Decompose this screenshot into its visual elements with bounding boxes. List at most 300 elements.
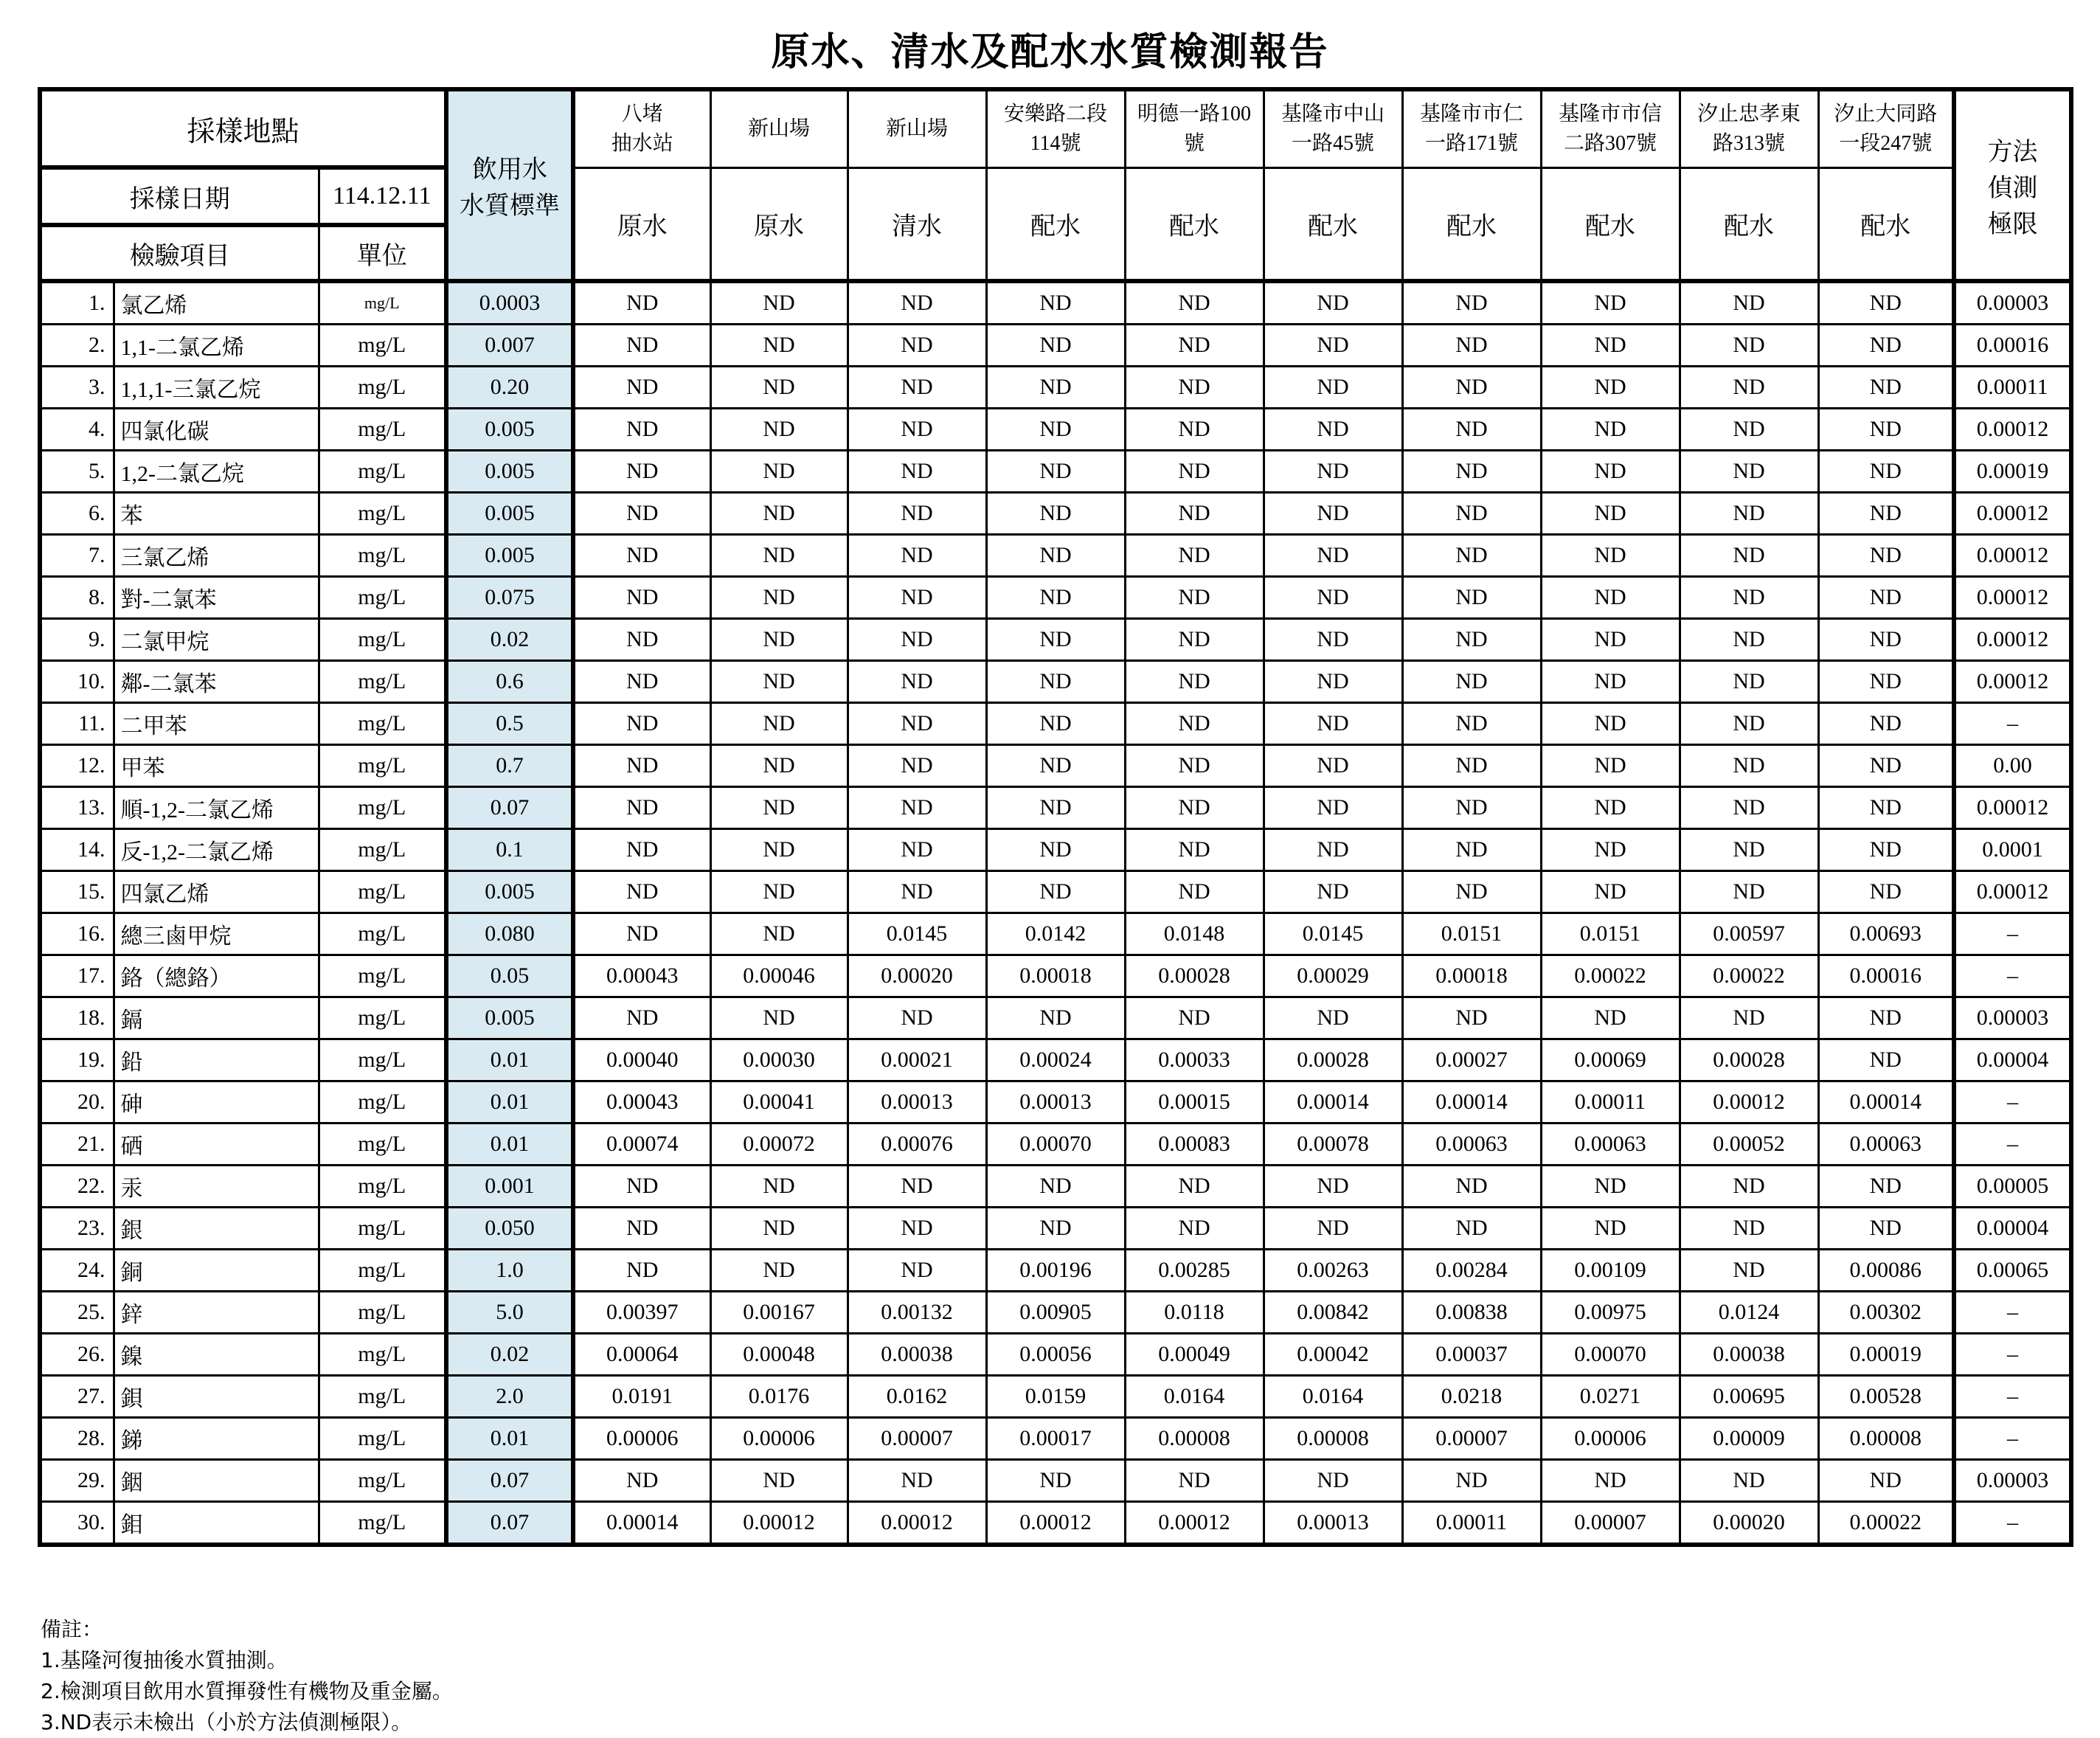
measured-value: 0.00013: [1264, 1502, 1402, 1545]
measured-value: ND: [986, 661, 1125, 703]
measured-value: 0.00009: [1680, 1418, 1818, 1460]
unit: mg/L: [319, 1250, 446, 1292]
row-number: 25.: [40, 1292, 114, 1334]
limit-label-line: 方法: [1987, 138, 2038, 166]
water-type: 配水: [1541, 167, 1680, 281]
unit: mg/L: [319, 409, 446, 451]
unit: mg/L: [319, 955, 446, 997]
measured-value: 0.00063: [1541, 1124, 1680, 1166]
standard-value: 0.005: [446, 409, 573, 451]
measured-value: ND: [1125, 367, 1264, 409]
table-row: [40, 1376, 2071, 1418]
test-item: 鉛: [114, 1039, 319, 1081]
detection-limit: 0.00012: [1954, 535, 2071, 577]
measured-value: ND: [1541, 997, 1680, 1039]
measured-value: ND: [848, 1460, 986, 1502]
measured-value: 0.00020: [1680, 1502, 1818, 1545]
standard-label-line2: 水質標準: [460, 193, 560, 220]
measured-value: ND: [1818, 281, 1954, 325]
measured-value: 0.0145: [1264, 913, 1402, 955]
measured-value: ND: [1680, 451, 1818, 493]
measured-value: ND: [848, 1166, 986, 1208]
measured-value: 0.0164: [1125, 1376, 1264, 1418]
detection-limit: 0.00011: [1954, 367, 2071, 409]
measured-value: ND: [710, 535, 848, 577]
measured-value: 0.00011: [1402, 1502, 1541, 1545]
table-row: [40, 493, 2071, 535]
measured-value: 0.00028: [1125, 955, 1264, 997]
location-name-line1: 八堵: [621, 102, 663, 125]
measured-value: ND: [986, 787, 1125, 829]
row-number: 14.: [40, 829, 114, 871]
unit: mg/L: [319, 871, 446, 913]
measured-value: ND: [848, 325, 986, 367]
measured-value: 0.00012: [1125, 1502, 1264, 1545]
measured-value: ND: [848, 281, 986, 325]
measured-value: ND: [573, 451, 710, 493]
row-number: 8.: [40, 577, 114, 619]
table-row: [40, 577, 2071, 619]
test-item: 苯: [114, 493, 319, 535]
unit: mg/L: [319, 1081, 446, 1124]
table-row: [40, 871, 2071, 913]
measured-value: ND: [1264, 409, 1402, 451]
measured-value: ND: [986, 997, 1125, 1039]
standard-value: 0.005: [446, 535, 573, 577]
test-item: 砷: [114, 1081, 319, 1124]
unit: mg/L: [319, 745, 446, 787]
row-number: 1.: [40, 281, 114, 325]
measured-value: 0.0118: [1125, 1292, 1264, 1334]
measured-value: ND: [986, 1166, 1125, 1208]
row-number: 29.: [40, 1460, 114, 1502]
table-row: [40, 535, 2071, 577]
measured-value: 0.00046: [710, 955, 848, 997]
detection-limit: 0.00004: [1954, 1039, 2071, 1081]
measured-value: ND: [1818, 535, 1954, 577]
measured-value: ND: [1402, 535, 1541, 577]
measured-value: ND: [1402, 619, 1541, 661]
measured-value: ND: [573, 1460, 710, 1502]
measured-value: 0.00016: [1818, 955, 1954, 997]
standard-value: 0.01: [446, 1039, 573, 1081]
measured-value: ND: [710, 1166, 848, 1208]
measured-value: ND: [1402, 325, 1541, 367]
detection-limit: 0.00012: [1954, 409, 2071, 451]
measured-value: ND: [573, 325, 710, 367]
note-item: 2.檢測項目飲用水質揮發性有機物及重金屬。: [41, 1679, 453, 1703]
measured-value: 0.00285: [1125, 1250, 1264, 1292]
standard-value: 0.02: [446, 619, 573, 661]
row-number: 30.: [40, 1502, 114, 1545]
measured-value: ND: [1541, 829, 1680, 871]
measured-value: ND: [1680, 745, 1818, 787]
location-name-line1: 明德一路100: [1137, 102, 1251, 125]
measured-value: 0.00838: [1402, 1292, 1541, 1334]
measured-value: ND: [573, 997, 710, 1039]
measured-value: ND: [1264, 325, 1402, 367]
measured-value: ND: [986, 493, 1125, 535]
measured-value: 0.0176: [710, 1376, 848, 1418]
detection-limit: –: [1954, 1334, 2071, 1376]
measured-value: 0.0151: [1541, 913, 1680, 955]
measured-value: 0.00397: [573, 1292, 710, 1334]
measured-value: ND: [1264, 745, 1402, 787]
measured-value: ND: [1818, 367, 1954, 409]
measured-value: 0.00006: [1541, 1418, 1680, 1460]
measured-value: ND: [710, 451, 848, 493]
water-type: 配水: [1264, 167, 1402, 281]
standard-value: 0.050: [446, 1208, 573, 1250]
measured-value: ND: [1680, 1250, 1818, 1292]
unit-label: 單位: [319, 225, 446, 281]
measured-value: 0.00076: [848, 1124, 986, 1166]
measured-value: ND: [1680, 367, 1818, 409]
standard-value: 0.01: [446, 1418, 573, 1460]
test-item: 硒: [114, 1124, 319, 1166]
location-name-line1: 基隆市市仁: [1419, 102, 1523, 125]
measured-value: ND: [1125, 787, 1264, 829]
measured-value: ND: [1402, 787, 1541, 829]
measured-value: 0.00007: [1402, 1418, 1541, 1460]
table-row: [40, 745, 2071, 787]
measured-value: 0.00063: [1818, 1124, 1954, 1166]
detection-limit: 0.00012: [1954, 493, 2071, 535]
measured-value: 0.0164: [1264, 1376, 1402, 1418]
location-name-line1: 汐止忠孝東: [1697, 102, 1801, 125]
note-item: 1.基隆河復抽後水質抽測。: [41, 1648, 288, 1672]
test-item: 銅: [114, 1250, 319, 1292]
test-item: 甲苯: [114, 745, 319, 787]
report-title: 原水、清水及配水水質檢測報告: [771, 30, 1329, 75]
table-row: [40, 997, 2071, 1039]
unit: mg/L: [319, 1208, 446, 1250]
measured-value: 0.00086: [1818, 1250, 1954, 1292]
row-number: 18.: [40, 997, 114, 1039]
measured-value: ND: [1125, 703, 1264, 745]
water-type: 配水: [1818, 167, 1954, 281]
measured-value: ND: [986, 745, 1125, 787]
measured-value: ND: [848, 451, 986, 493]
measured-value: ND: [1541, 367, 1680, 409]
water-type: 配水: [1125, 167, 1264, 281]
standard-value: 0.5: [446, 703, 573, 745]
measured-value: ND: [1125, 409, 1264, 451]
measured-value: 0.00049: [1125, 1334, 1264, 1376]
measured-value: 0.00695: [1680, 1376, 1818, 1418]
unit: mg/L: [319, 1376, 446, 1418]
measured-value: ND: [573, 1166, 710, 1208]
detection-limit: –: [1954, 1124, 2071, 1166]
measured-value: ND: [1125, 493, 1264, 535]
limit-label-line: 極限: [1987, 210, 2038, 238]
measured-value: ND: [1818, 493, 1954, 535]
measured-value: ND: [1264, 661, 1402, 703]
measured-value: 0.00302: [1818, 1292, 1954, 1334]
measured-value: 0.00074: [573, 1124, 710, 1166]
measured-value: 0.0159: [986, 1376, 1125, 1418]
unit: mg/L: [319, 703, 446, 745]
table-row: [40, 1124, 2071, 1166]
unit: mg/L: [319, 1502, 446, 1545]
detection-limit: –: [1954, 703, 2071, 745]
standard-value: 0.1: [446, 829, 573, 871]
measured-value: 0.00030: [710, 1039, 848, 1081]
water-type: 清水: [848, 167, 986, 281]
note-item: 3.ND表示未檢出（小於方法偵測極限）。: [41, 1710, 412, 1734]
measured-value: ND: [1680, 871, 1818, 913]
row-number: 11.: [40, 703, 114, 745]
site-label: 採樣地點: [40, 89, 446, 167]
measured-value: 0.00109: [1541, 1250, 1680, 1292]
measured-value: 0.00072: [710, 1124, 848, 1166]
test-item: 鉻（總鉻）: [114, 955, 319, 997]
standard-value: 0.07: [446, 1502, 573, 1545]
unit: mg/L: [319, 829, 446, 871]
standard-value: 0.05: [446, 955, 573, 997]
measured-value: 0.00017: [986, 1418, 1125, 1460]
measured-value: ND: [986, 325, 1125, 367]
measured-value: ND: [573, 1250, 710, 1292]
row-number: 24.: [40, 1250, 114, 1292]
measured-value: ND: [1402, 1208, 1541, 1250]
measured-value: ND: [1541, 325, 1680, 367]
measured-value: ND: [1264, 1166, 1402, 1208]
unit: mg/L: [319, 1334, 446, 1376]
measured-value: 0.00842: [1264, 1292, 1402, 1334]
measured-value: ND: [1818, 1166, 1954, 1208]
location-name-line2: 一段247號: [1839, 131, 1933, 155]
unit: mg/L: [319, 1124, 446, 1166]
measured-value: ND: [573, 409, 710, 451]
measured-value: ND: [1680, 325, 1818, 367]
measured-value: ND: [848, 703, 986, 745]
limit-label-line: 偵測: [1987, 174, 2038, 202]
measured-value: ND: [1680, 619, 1818, 661]
row-number: 19.: [40, 1039, 114, 1081]
measured-value: ND: [986, 451, 1125, 493]
measured-value: ND: [710, 703, 848, 745]
measured-value: 0.00020: [848, 955, 986, 997]
measured-value: ND: [1818, 451, 1954, 493]
row-number: 15.: [40, 871, 114, 913]
unit: mg/L: [319, 913, 446, 955]
measured-value: ND: [1125, 451, 1264, 493]
measured-value: ND: [986, 577, 1125, 619]
unit: mg/L: [319, 493, 446, 535]
measured-value: ND: [1402, 1460, 1541, 1502]
test-item: 1,1-二氯乙烯: [114, 325, 319, 367]
measured-value: 0.00033: [1125, 1039, 1264, 1081]
measured-value: 0.00028: [1264, 1039, 1402, 1081]
test-item: 銦: [114, 1460, 319, 1502]
standard-value: 0.6: [446, 661, 573, 703]
table-row: [40, 325, 2071, 367]
row-number: 22.: [40, 1166, 114, 1208]
measured-value: ND: [848, 745, 986, 787]
measured-value: ND: [1264, 1460, 1402, 1502]
measured-value: ND: [1680, 661, 1818, 703]
detection-limit: 0.00012: [1954, 661, 2071, 703]
location-header: [1402, 89, 1541, 167]
measured-value: 0.0148: [1125, 913, 1264, 955]
measured-value: ND: [1818, 1039, 1954, 1081]
measured-value: ND: [710, 1250, 848, 1292]
unit: mg/L: [319, 577, 446, 619]
test-item: 三氯乙烯: [114, 535, 319, 577]
measured-value: 0.00014: [1264, 1081, 1402, 1124]
measured-value: ND: [848, 997, 986, 1039]
measured-value: ND: [1125, 829, 1264, 871]
measured-value: ND: [1818, 577, 1954, 619]
measured-value: 0.00021: [848, 1039, 986, 1081]
measured-value: ND: [1541, 1208, 1680, 1250]
test-item: 鋇: [114, 1376, 319, 1418]
measured-value: 0.00056: [986, 1334, 1125, 1376]
standard-value: 0.0003: [446, 281, 573, 325]
row-number: 5.: [40, 451, 114, 493]
measured-value: ND: [1125, 619, 1264, 661]
location-name-line2: 一路45號: [1291, 131, 1374, 155]
row-number: 9.: [40, 619, 114, 661]
test-item: 鄰-二氯苯: [114, 661, 319, 703]
limit-header: [1954, 89, 2071, 281]
measured-value: ND: [573, 871, 710, 913]
table-row: [40, 703, 2071, 745]
table-row: [40, 1334, 2071, 1376]
measured-value: ND: [573, 745, 710, 787]
detection-limit: –: [1954, 1418, 2071, 1460]
item-label: 檢驗項目: [40, 225, 319, 281]
measured-value: ND: [1402, 577, 1541, 619]
measured-value: ND: [1264, 871, 1402, 913]
measured-value: ND: [573, 661, 710, 703]
measured-value: ND: [573, 367, 710, 409]
measured-value: 0.00013: [848, 1081, 986, 1124]
measured-value: ND: [1264, 451, 1402, 493]
measured-value: ND: [848, 871, 986, 913]
measured-value: ND: [1541, 1460, 1680, 1502]
measured-value: 0.00018: [1402, 955, 1541, 997]
location-header: [1818, 89, 1954, 167]
measured-value: ND: [1402, 661, 1541, 703]
measured-value: ND: [1402, 409, 1541, 451]
measured-value: ND: [986, 281, 1125, 325]
row-number: 16.: [40, 913, 114, 955]
measured-value: ND: [710, 745, 848, 787]
measured-value: ND: [710, 871, 848, 913]
unit: mg/L: [319, 787, 446, 829]
measured-value: ND: [1818, 1460, 1954, 1502]
measured-value: ND: [710, 997, 848, 1039]
measured-value: 0.00052: [1680, 1124, 1818, 1166]
measured-value: ND: [1541, 451, 1680, 493]
unit: mg/L: [319, 1039, 446, 1081]
test-item: 四氯乙烯: [114, 871, 319, 913]
test-item: 總三鹵甲烷: [114, 913, 319, 955]
table-row: [40, 913, 2071, 955]
location-header: [848, 89, 986, 167]
measured-value: ND: [1125, 1460, 1264, 1502]
date-value: 114.12.11: [319, 167, 446, 225]
measured-value: 0.0271: [1541, 1376, 1680, 1418]
measured-value: ND: [710, 281, 848, 325]
measured-value: 0.0142: [986, 913, 1125, 955]
table-row: [40, 1418, 2071, 1460]
measured-value: 0.00040: [573, 1039, 710, 1081]
table-row: [40, 619, 2071, 661]
measured-value: ND: [1541, 787, 1680, 829]
test-item: 銀: [114, 1208, 319, 1250]
measured-value: ND: [1264, 535, 1402, 577]
row-number: 21.: [40, 1124, 114, 1166]
row-number: 17.: [40, 955, 114, 997]
unit: mg/L: [319, 619, 446, 661]
measured-value: ND: [1402, 871, 1541, 913]
location-name-line1: 新山場: [747, 117, 810, 140]
location-name-line1: 汐止大同路: [1834, 102, 1938, 125]
measured-value: ND: [1402, 281, 1541, 325]
measured-value: ND: [1818, 997, 1954, 1039]
location-header: [1125, 89, 1264, 167]
unit: mg/L: [319, 1418, 446, 1460]
measured-value: 0.00069: [1541, 1039, 1680, 1081]
unit: mg/L: [319, 367, 446, 409]
unit: mg/L: [319, 325, 446, 367]
measured-value: 0.00070: [1541, 1334, 1680, 1376]
measured-value: ND: [848, 787, 986, 829]
measured-value: ND: [1125, 281, 1264, 325]
standard-value: 1.0: [446, 1250, 573, 1292]
measured-value: 0.00975: [1541, 1292, 1680, 1334]
measured-value: 0.00008: [1125, 1418, 1264, 1460]
test-item: 鎘: [114, 997, 319, 1039]
measured-value: 0.0191: [573, 1376, 710, 1418]
detection-limit: 0.00012: [1954, 577, 2071, 619]
measured-value: ND: [1818, 829, 1954, 871]
measured-value: ND: [1541, 661, 1680, 703]
standard-value: 0.07: [446, 1460, 573, 1502]
measured-value: ND: [848, 1208, 986, 1250]
measured-value: 0.00022: [1818, 1502, 1954, 1545]
measured-value: ND: [573, 281, 710, 325]
measured-value: ND: [1402, 493, 1541, 535]
location-name-line2: 抽水站: [611, 131, 673, 155]
standard-value: 0.075: [446, 577, 573, 619]
measured-value: 0.00070: [986, 1124, 1125, 1166]
measured-value: ND: [986, 703, 1125, 745]
measured-value: ND: [710, 1460, 848, 1502]
detection-limit: 0.00065: [1954, 1250, 2071, 1292]
table-row: [40, 1081, 2071, 1124]
measured-value: ND: [710, 409, 848, 451]
measured-value: 0.00022: [1541, 955, 1680, 997]
measured-value: 0.0145: [848, 913, 986, 955]
measured-value: ND: [986, 619, 1125, 661]
row-number: 20.: [40, 1081, 114, 1124]
test-item: 1,2-二氯乙烷: [114, 451, 319, 493]
detection-limit: –: [1954, 1376, 2071, 1418]
water-type: 配水: [986, 167, 1125, 281]
detection-limit: 0.0001: [1954, 829, 2071, 871]
measured-value: ND: [1264, 619, 1402, 661]
measured-value: ND: [1402, 997, 1541, 1039]
table-row: [40, 1460, 2071, 1502]
test-item: 鋅: [114, 1292, 319, 1334]
water-type: 原水: [573, 167, 710, 281]
row-number: 12.: [40, 745, 114, 787]
unit: mg/L: [319, 1460, 446, 1502]
